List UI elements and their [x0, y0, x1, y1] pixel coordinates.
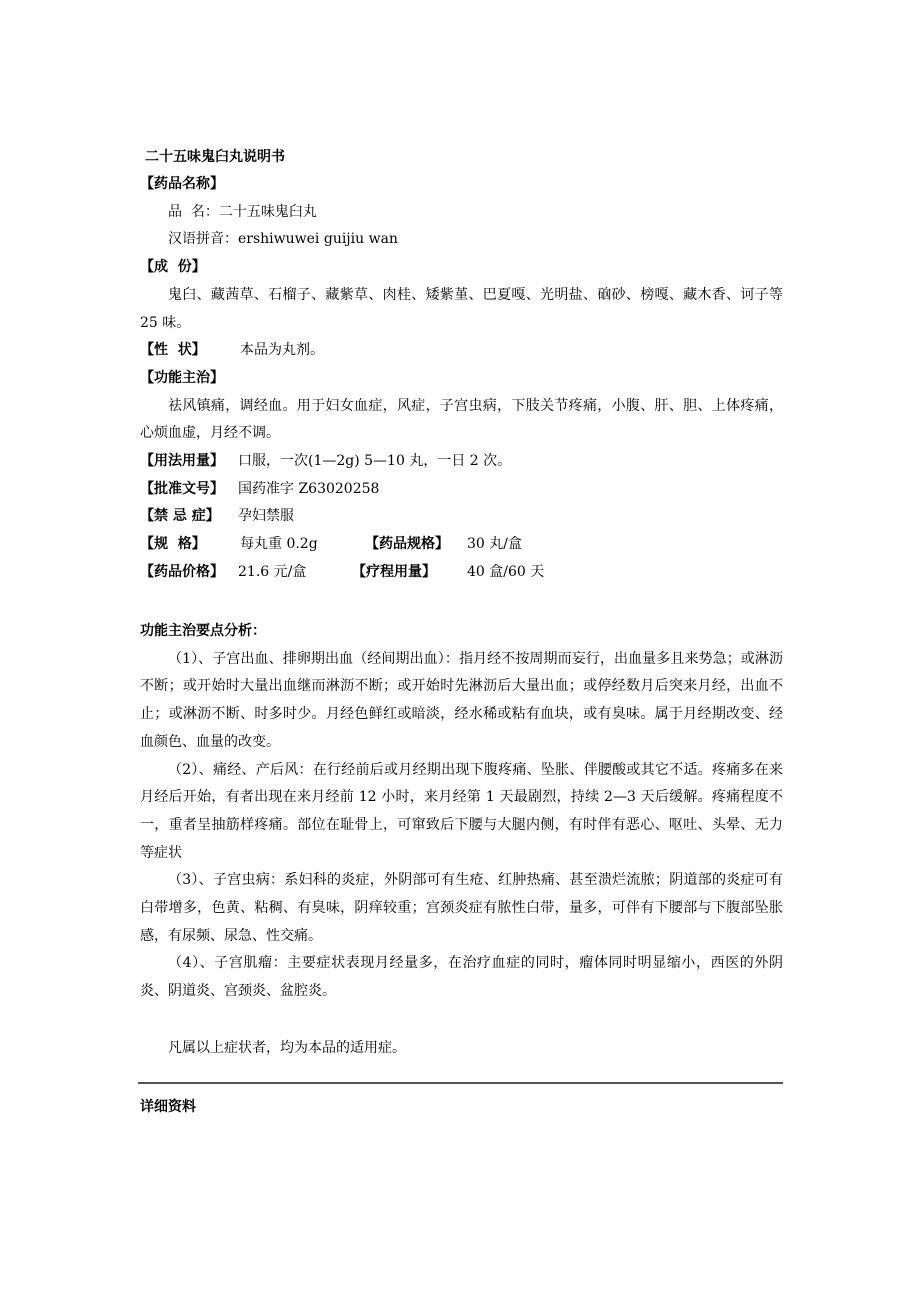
divider — [138, 1082, 783, 1084]
section-label-properties: 【性 状】 — [140, 342, 206, 359]
course-value: 40 盒/60 天 — [467, 563, 545, 580]
approval-value: 国药准字 Z63020258 — [238, 480, 380, 497]
section-label-name: 【药品名称】 — [140, 176, 224, 192]
section-label-contraindications: 【禁 忌 症】 — [140, 508, 220, 525]
conclusion-text: 凡属以上症状者，均为本品的适用症。 — [168, 1040, 406, 1056]
section-label-dosage: 【用法用量】 — [140, 453, 224, 470]
analysis-item: （4）、子宫肌瘤：主要症状表现月经量多，在治疗血症的同时，瘤体同时明显缩小，西医的外阴炎、阴道炎、宫颈炎、盆腔炎。 — [140, 955, 783, 1000]
section-label-price: 【药品价格】 — [140, 563, 224, 580]
section-label-course: 【疗程用量】 — [352, 563, 436, 580]
properties-value: 本品为丸剂。 — [240, 342, 324, 359]
analysis-title: 功能主治要点分析： — [140, 623, 266, 639]
drug-spec-value: 30 丸/盒 — [467, 536, 522, 553]
product-pinyin: 汉语拼音：ershiwuwei guijiu wan — [168, 231, 398, 248]
section-label-ingredients: 【成 份】 — [140, 259, 206, 276]
section-label-indications: 【功能主治】 — [140, 369, 224, 386]
analysis-item: （2）、痛经、产后风：在行经前后或月经期出现下腹疼痛、坠胀、伴腰酸或其它不适。疼痛多在来月经后开始，有者出现在来月经前 12 小时，来月经第 1 天最剧烈，持续 2—3 天后缓解。疼痛程度不一，重者呈抽筋样疼痛。部位在耻骨上，可窜致后下腰与大腿内侧，有时伴有恶心、呕吐、头晕、无力等症状 — [140, 761, 783, 861]
contraindications-value: 孕妇禁服 — [238, 508, 294, 525]
analysis-item: （1）、子宫出血、排卵期出血（经间期出血）：指月经不按周期而妄行，出血量多且来势急；或淋沥不断；或开始时大量出血继而淋沥不断；或开始时先淋沥后大量出血；或停经数月后突来月经，出血不止；或淋沥不断、时多时少。月经色鲜红或暗淡，经水稀或粘有血块，或有臭味。属于月经期改变、经血颜色、血量的改变。 — [140, 650, 783, 750]
price-value: 21.6 元/盒 — [238, 563, 307, 580]
section-label-approval: 【批准文号】 — [140, 480, 224, 497]
analysis-item: （3）、子宫虫病：系妇科的炎症，外阴部可有生疮、红肿热痛、甚至溃烂流脓；阴道部的炎症可有白带增多，色黄、粘稠、有臭味，阴痒较重；宫颈炎症有脓性白带，量多，可伴有下腰部与下腹部坠胀感，有尿频、尿急、性交痛。 — [140, 872, 783, 944]
document-title: 二十五味鬼臼丸说明书 — [145, 149, 285, 165]
section-label-spec: 【规 格】 — [140, 536, 206, 553]
details-heading: 详细资料 — [140, 1099, 196, 1115]
spec-value: 每丸重 0.2g — [240, 536, 318, 553]
ingredients-text: 鬼臼、藏茜草、石榴子、藏紫草、肉桂、矮紫堇、巴夏嘎、光明盐、硇砂、榜嘎、藏木香、诃子等 25 味。 — [140, 286, 783, 331]
section-label-drug-spec: 【药品规格】 — [365, 536, 449, 553]
dosage-value: 口服，一次(1—2g) 5—10 丸，一日 2 次。 — [238, 453, 512, 470]
product-name: 品 名：二十五味鬼臼丸 — [168, 203, 317, 220]
indications-text: 祛风镇痛，调经血。用于妇女血症，风症，子宫虫病，下肢关节疼痛，小腹、肝、胆、上体疼痛，心烦血虚，月经不调。 — [140, 397, 783, 442]
